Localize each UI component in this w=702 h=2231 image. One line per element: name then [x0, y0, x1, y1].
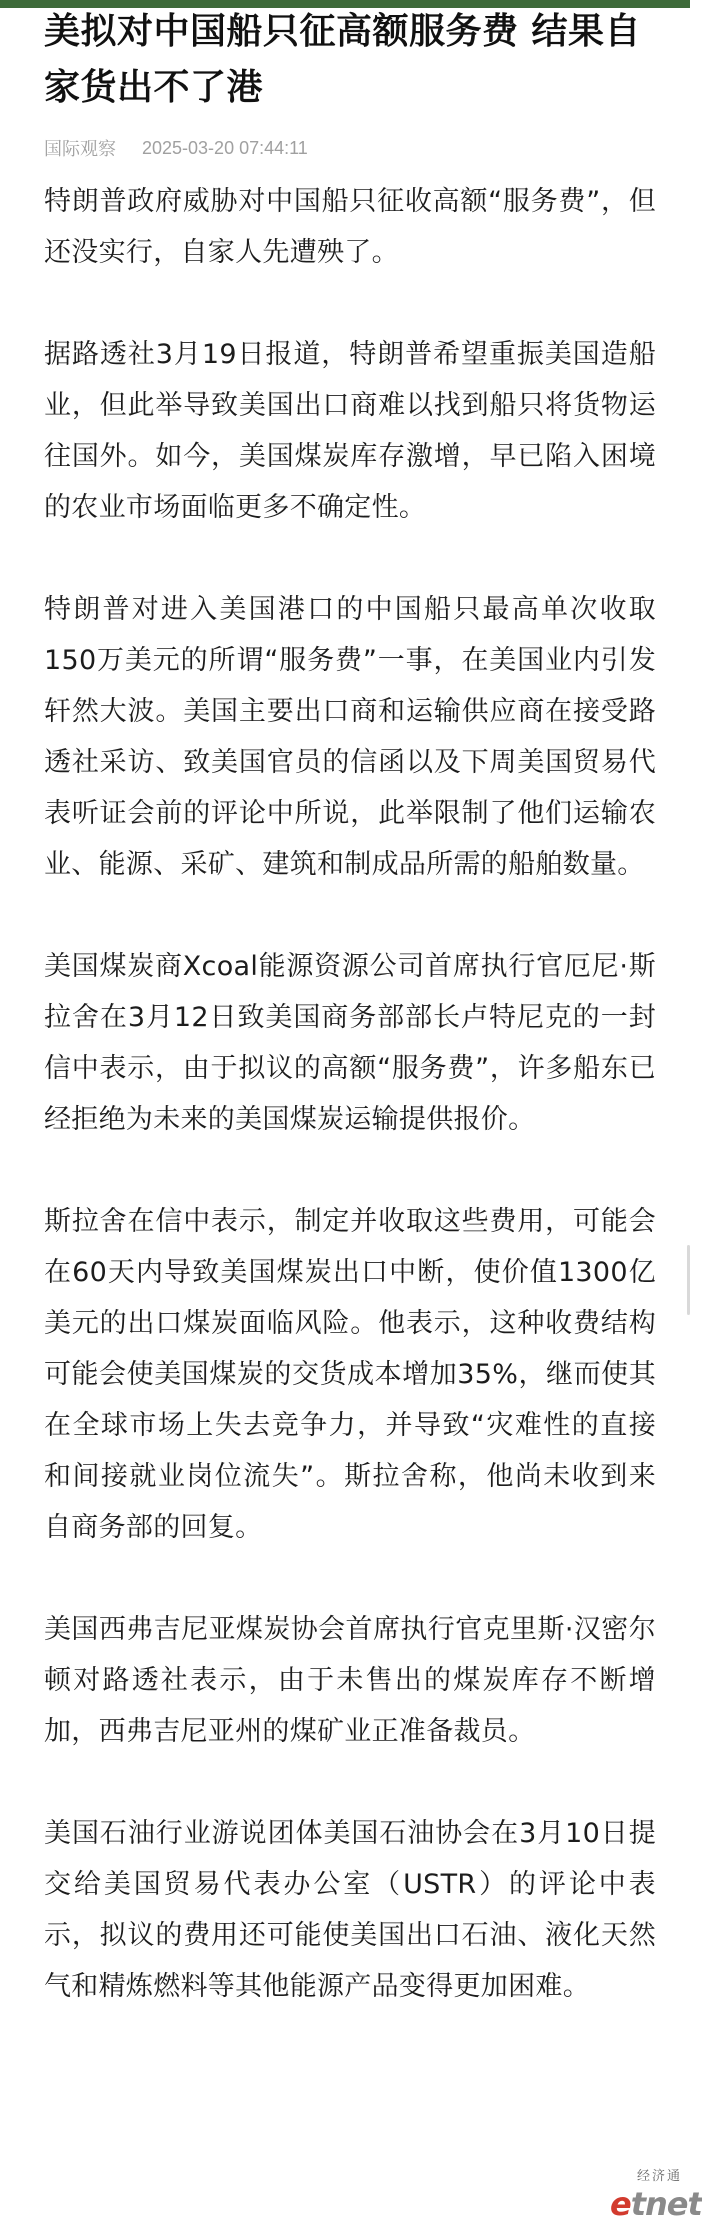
etnet-logo-watermark — [610, 2169, 702, 2231]
watermark-e-letter: e — [610, 2185, 631, 2223]
article-paragraph: 据路透社3月19日报道，特朗普希望重振美国造船业，但此举导致美国出口商难以找到船只将货物运往国外。如今，美国煤炭库存激增，早已陷入困境的农业市场面临更多不确定性。 — [44, 339, 656, 523]
scrollbar-thumb[interactable] — [687, 1245, 690, 1315]
article-paragraph: 特朗普对进入美国港口的中国船只最高单次收取150万美元的所谓“服务费”一事，在美国业内引发轩然大波。美国主要出口商和运输供应商在接受路透社采访、致美国官员的信函以及下周美国贸易代表听证会前的评论中所说，此举限制了他们运输农业、能源、采矿、建筑和制成品所需的船舶数量。 — [44, 594, 656, 880]
article-paragraph: 特朗普政府威胁对中国船只征收高额“服务费”，但还没实行，自家人先遭殃了。 — [44, 186, 656, 268]
article-datetime: 2025-03-20 07:44:11 — [142, 137, 308, 158]
watermark-en-text — [610, 2185, 702, 2223]
article-paragraph: 美国煤炭商Xcoal能源资源公司首席执行官厄尼·斯拉舍在3月12日致美国商务部部长卢特尼克的一封信中表示，由于拟议的高额“服务费”，许多船东已经拒绝为未来的美国煤炭运输提供报价。 — [44, 951, 656, 1135]
article-body — [44, 176, 656, 2012]
article-meta — [44, 136, 656, 160]
watermark-tnet-letters: tnet — [630, 2185, 702, 2223]
article-paragraph: 美国石油行业游说团体美国石油协会在3月10日提交给美国贸易代表办公室（USTR）的评论中表示，拟议的费用还可能使美国出口石油、液化天然气和精炼燃料等其他能源产品变得更加困难。 — [44, 1818, 656, 2002]
article — [44, 4, 656, 2012]
watermark-cn-text: 经济通 — [636, 2169, 682, 2184]
article-paragraph: 斯拉舍在信中表示，制定并收取这些费用，可能会在60天内导致美国煤炭出口中断，使价值1300亿美元的出口煤炭面临风险。他表示，这种收费结构可能会使美国煤炭的交货成本增加35%，继而使其在全球市场上失去竞争力，并导致“灾难性的直接和间接就业岗位流失”。斯拉舍称，他尚未收到来自商务部的回复。 — [44, 1206, 656, 1543]
article-paragraph: 美国西弗吉尼亚煤炭协会首席执行官克里斯·汉密尔顿对路透社表示，由于未售出的煤炭库存不断增加，西弗吉尼亚州的煤矿业正准备裁员。 — [44, 1614, 656, 1747]
article-source[interactable]: 国际观察 — [44, 139, 116, 159]
article-title: 美拟对中国船只征高额服务费 结果自家货出不了港 — [44, 11, 642, 108]
